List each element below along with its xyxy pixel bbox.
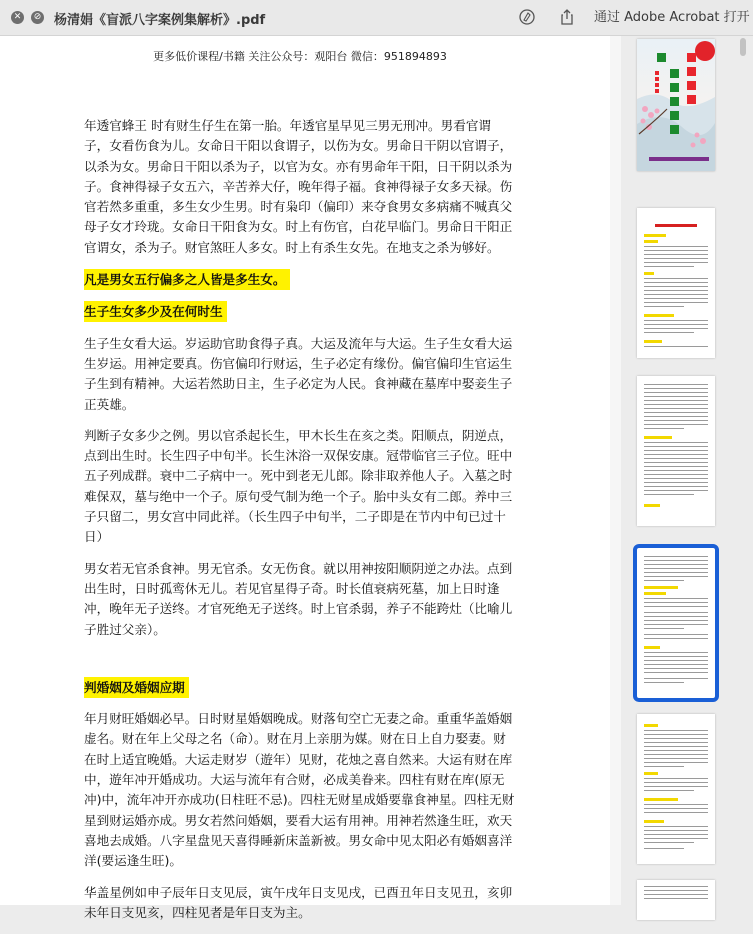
thumbnail-page-3[interactable]: [637, 376, 715, 526]
page-body: [84, 116, 516, 934]
minimize-icon[interactable]: ⊘: [31, 11, 44, 24]
thumbnail-page-5[interactable]: [637, 714, 715, 864]
thumbnail-page-2[interactable]: [637, 208, 715, 358]
paragraph: 判断子女多少之例。男以官杀起长生，甲木长生在亥之类。阳顺点，阴逆点，点到出生时。长生四子中旬半。长生沐浴一双保安康。冠带临官三子位。旺中五子列成群。衰中二子病中一。死中到老无儿郎。除非取养他人子。入墓之时难保双，墓与绝中一个子。原句受气制为绝一个子。胎中头女有二郎。养中三子只留二，男女宫中同此祥。（长生四子中旬半，二子即是在节内中旬已过十日）: [84, 427, 513, 545]
paragraph: 男女若无官杀食神。男无官杀。女无伤食。就以用神按阳顺阴逆之办法。点到出生时，日时孤鸾休无儿。若见官星得子奇。时长值衰病死墓，加上日时逢冲，晚年无子送终。才官死绝无子送终。时上官杀弱，养子不能跨灶（比喻儿子胜过父亲）。: [84, 560, 513, 637]
thumbnail-page-1[interactable]: [637, 39, 715, 171]
highlighted-heading: 生子生女多少及在何时生: [84, 301, 227, 322]
pdf-page: [0, 36, 621, 920]
title-bar: [0, 0, 753, 36]
cover-illustration: [637, 39, 715, 171]
window-title: 杨清娟《盲派八字案例集解析》.pdf: [54, 13, 266, 28]
paragraph: 年月财旺婚姻必早。日时财星婚姻晚成。财落旬空亡无妻之命。重重华盖婚姻虚名。财在年上父母之名（命）。财在月上亲朋为媒。财在日上自力娶妻。财在时上适宜晚婚。大运走财岁（遊年）见财，花烛之喜自然来。大运有财在库中，遊年冲开婚成功。大运与流年有合财，必成美眷来。四柱有财在库(原无冲)中，流年冲开亦成功(日柱旺不忌)。四柱无财星成婚要靠食神星。四柱无财星到财运婚亦成。男女若然问婚姻，要看大运有用神。用神若然逢生旺，欢天喜地去成婚。八字星盘见天喜得睡新床盖新被。男女命中见太阳必有婚姻喜洋洋(要运逢生旺)。: [84, 711, 515, 869]
paragraph: 年透官蜂王 时有财生仔生在第一胎。年透官星早见三男无刑冲。男看官谓子，女看伤食为儿。女命日干阳以食谓子，以伤为女。男命日干阴以官谓子，以杀为女。男命日干阳以杀为子，以官为女。亦有男命年干阳，日干阴以杀为子。食神得禄子女五六，辛苦养大仔，晚年得子福。食神得禄子女多天禄。伤官若然多重重，多生女少生男。时有枭印（偏印）来夺食男女多病痛不喊真父母子女才玲珑。女命日干阳食为女。时上有伤官，白花早临门。男命日干阳正官谓女，杀为子。财官煞旺人多女。时上有杀生女先。在地支之杀为够好。: [84, 118, 513, 255]
thumbnail-sidebar: [622, 36, 753, 905]
highlighted-heading: 判婚姻及婚姻应期: [84, 677, 189, 698]
thumbnail-page-6[interactable]: [637, 880, 715, 920]
open-in-acrobat-button[interactable]: 通过 Adobe Acrobat 打开: [586, 6, 753, 30]
page-header: 更多低价课程/书籍 关注公众号：观阳台 微信：951894893: [153, 50, 447, 63]
sidebar-scrollbar[interactable]: [740, 38, 746, 56]
markup-icon[interactable]: [518, 8, 536, 26]
share-icon[interactable]: [558, 8, 576, 26]
paragraph: 生子生女看大运。岁运助官助食得子真。大运及流年与大运。生子生女看大运生岁运。用神定要真。伤官偏印行财运，生子必定有缘份。偏官偏印生官运生子生到有精神。大运若然助日主，生子必定为人民。食神藏在墓库中娶妾生子正英雄。: [84, 335, 513, 412]
page-scrollbar[interactable]: [610, 36, 621, 905]
close-icon[interactable]: ✕: [11, 11, 24, 24]
thumbnail-page-4[interactable]: [637, 548, 715, 698]
highlighted-heading: 凡是男女五行偏多之人皆是多生女。: [84, 269, 290, 290]
paragraph: 华盖星例如申子辰年日支见辰，寅午戌年日支见戌，已酉丑年日支见丑，亥卯未年日支见亥，四柱见者是年日支为主。: [84, 884, 513, 920]
